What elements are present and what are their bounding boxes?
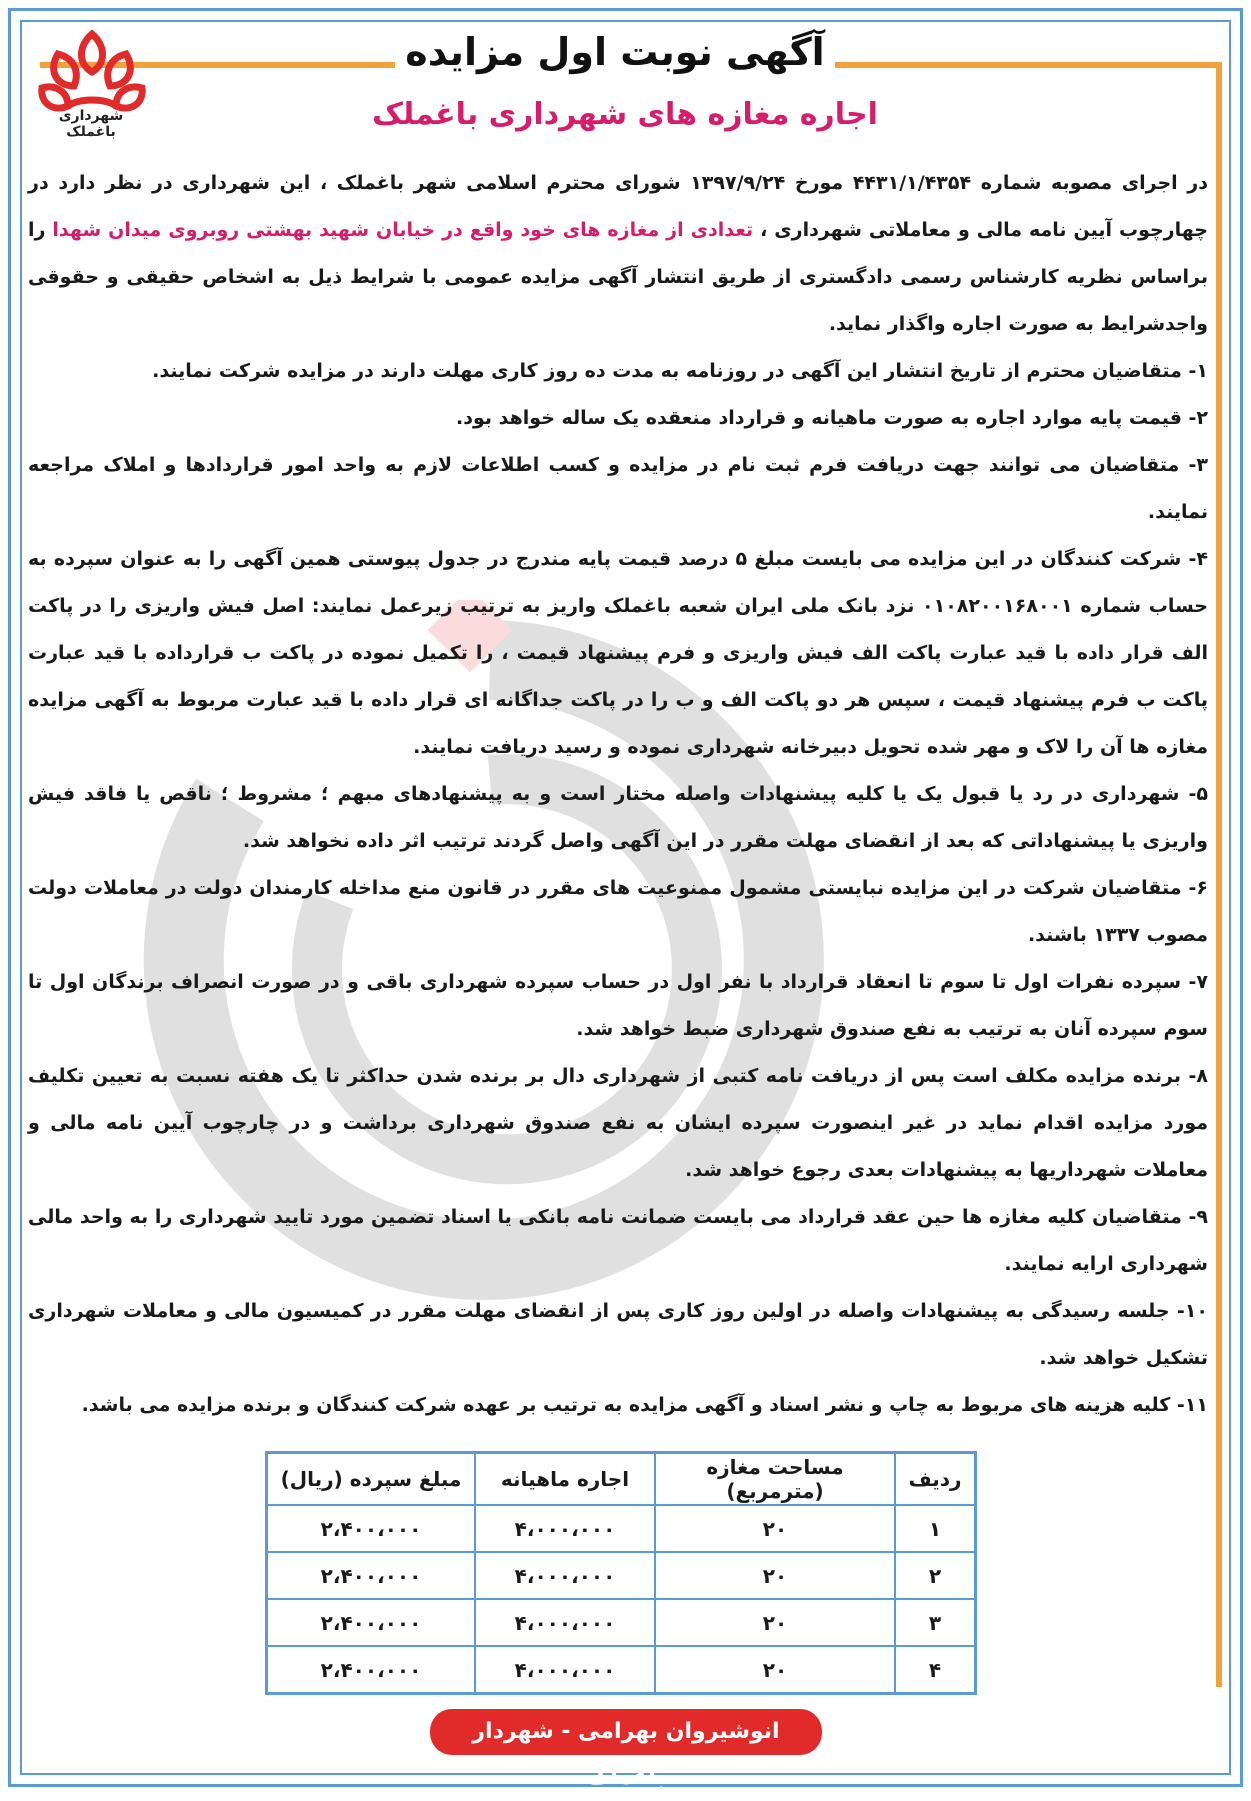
cell-monthly-rent: ۴،۰۰۰،۰۰۰	[475, 1552, 655, 1599]
col-header-monthly-rent: اجاره ماهیانه	[475, 1453, 655, 1506]
intro-paragraph	[28, 160, 1208, 348]
cell-deposit: ۲،۴۰۰،۰۰۰	[267, 1552, 476, 1599]
cell-monthly-rent: ۴،۰۰۰،۰۰۰	[475, 1646, 655, 1694]
col-header-deposit: مبلغ سپرده (ریال)	[267, 1453, 476, 1506]
logo-caption: شهرداری باغملک	[58, 108, 124, 140]
col-header-row-number: ردیف	[895, 1453, 976, 1506]
cell-row-number: ۲	[895, 1552, 976, 1599]
condition-item: ۸- برنده مزایده مکلف است پس از دریافت نامه کتبی از شهرداری دال بر برنده شدن حداکثر تا یک هفته نسبت به تعیین تکلیف مورد مزایده اقدام نماید در غیر اینصورت سپرده ایشان به نفع صندوق شهرداری برداشت و در چارچوب آیین نامه مالی و معاملات شهرداریها به پیشنهادات بعدی رجوع خواهد شد.	[28, 1065, 1208, 1181]
cell-deposit: ۲،۴۰۰،۰۰۰	[267, 1646, 476, 1694]
mayor-signature-badge: انوشیروان بهرامی - شهردار باغملک	[430, 1709, 822, 1755]
cell-row-number: ۳	[895, 1599, 976, 1646]
table-row	[267, 1505, 976, 1552]
cell-area: ۲۰	[655, 1552, 895, 1599]
condition-item: ۵- شهرداری در رد یا قبول یک یا کلیه پیشنهادات واصله مختار است و به پیشنهادهای مبهم ؛ مشروط ؛ ناقص یا فاقد فیش واریزی یا پیشنهاداتی که بعد از انقضای مهلت مقرر در این آگهی واصل گردند ترتیب اثر داده نخواهد شد.	[28, 783, 1208, 852]
condition-item: ۳- متقاضیان می توانند جهت دریافت فرم ثبت نام در مزایده و کسب اطلاعات لازم به واحد امور قراردادها و املاک مراجعه نمایند.	[28, 454, 1208, 523]
cell-row-number: ۴	[895, 1646, 976, 1694]
condition-item: ۱- متقاضیان محترم از تاریخ انتشار این آگهی در روزنامه به مدت ده روز کاری مهلت دارند در مزایده شرکت نمایند.	[152, 360, 1208, 382]
deposit-table-wrap	[265, 1451, 977, 1695]
notice-body	[28, 160, 1208, 1429]
condition-item: ۶- متقاضیان شرکت در این مزایده نبایستی مشمول ممنوعیت های مقرر در قانون منع مداخله کارمندان دولت در معاملات دولت مصوب ۱۳۳۷ باشند.	[28, 877, 1208, 946]
cell-row-number: ۱	[895, 1505, 976, 1552]
cell-monthly-rent: ۴،۰۰۰،۰۰۰	[475, 1505, 655, 1552]
intro-part1: در اجرای مصوبه شماره ۴۴۳۱/۱/۴۳۵۴ مورخ ۱۳۹۷/۹/۲۴ شورای محترم اسلامی شهر باغملک ، این شهرداری در نظر دارد در چهارچوب آیین نامه مالی و معاملاتی شهرداری ،	[28, 172, 1208, 241]
condition-item: ۱۱- کلیه هزینه های مربوط به چاپ و نشر اسناد و آگهی مزایده به ترتیب بر عهده شرکت کنندگان و برنده مزایده می باشد.	[81, 1394, 1208, 1416]
title-box	[395, 22, 835, 104]
table-header-row	[267, 1453, 976, 1506]
deposit-table	[265, 1451, 977, 1695]
table-row	[267, 1599, 976, 1646]
page-subtitle: اجاره مغازه های شهرداری باغملک	[372, 97, 878, 132]
table-row	[267, 1552, 976, 1599]
cell-area: ۲۰	[655, 1646, 895, 1694]
col-header-area: مساحت مغازه (مترمربع)	[655, 1453, 895, 1506]
intro-highlight: تعدادی از مغازه های خود واقع در خیابان شهید بهشتی روبروی میدان شهدا	[52, 219, 754, 241]
condition-item: ۴- شرکت کنندگان در این مزایده می بایست مبلغ ۵ درصد قیمت پایه مندرج در جدول پیوستی همین آگهی را به عنوان سپرده به حساب شماره ۰۱۰۸۲۰۰۱۶۸۰۰۱ نزد بانک ملی ایران شعبه باغملک واریز به ترتیب زیرعمل نمایند: اصل فیش واریزی را در پاکت الف قرار داده با قید عبارت پاکت الف فیش واریزی و فرم پیشنهاد قیمت ، را تکمیل نموده در پاکت ب قرارداده با قید عبارت پاکت ب فرم پیشنهاد قیمت ، سپس هر دو پاکت الف و ب را در پاکت جداگانه ای قرار داده با قید عبارت مربوط به آگهی مزایده مغازه ها آن را لاک و مهر شده تحویل دبیرخانه شهرداری نموده و رسید دریافت نمایند.	[28, 548, 1208, 758]
intro-part2: را براساس نظریه کارشناس رسمی دادگستری از طریق انتشار آگهی مزایده عمومی با شرایط ذیل به اشخاص حقیقی و حقوقی واجدشرایط به صورت اجاره واگذار نماید.	[28, 219, 1208, 335]
condition-item: ۱۰- جلسه رسیدگی به پیشنهادات واصله در اولین روز کاری پس از انقضای مهلت مقرر در کمیسیون مالی و معاملات شهرداری تشکیل خواهد شد.	[28, 1300, 1208, 1369]
cell-deposit: ۲،۴۰۰،۰۰۰	[267, 1599, 476, 1646]
table-row	[267, 1646, 976, 1694]
page-title: آگهی نوبت اول مزایده	[405, 30, 825, 74]
condition-item: ۲- قیمت پایه موارد اجاره به صورت ماهیانه و قرارداد منعقده یک ساله خواهد بود.	[455, 407, 1208, 429]
cell-deposit: ۲،۴۰۰،۰۰۰	[267, 1505, 476, 1552]
conditions-list	[28, 348, 1208, 1429]
cell-area: ۲۰	[655, 1599, 895, 1646]
condition-item: ۹- متقاضیان کلیه مغازه ها حین عقد قرارداد می بایست ضمانت نامه بانکی یا اسناد تضمین مورد تایید شهرداری را به واحد مالی شهرداری ارایه نمایند.	[28, 1206, 1208, 1275]
cell-monthly-rent: ۴،۰۰۰،۰۰۰	[475, 1599, 655, 1646]
cell-area: ۲۰	[655, 1505, 895, 1552]
condition-item: ۷- سپرده نفرات اول تا سوم تا انعقاد قرارداد با نفر اول در حساب سپرده شهرداری باقی و در صورت انصراف برندگان اول تا سوم سپرده آنان به ترتیب به نفع صندوق شهرداری ضبط خواهد شد.	[28, 971, 1208, 1040]
